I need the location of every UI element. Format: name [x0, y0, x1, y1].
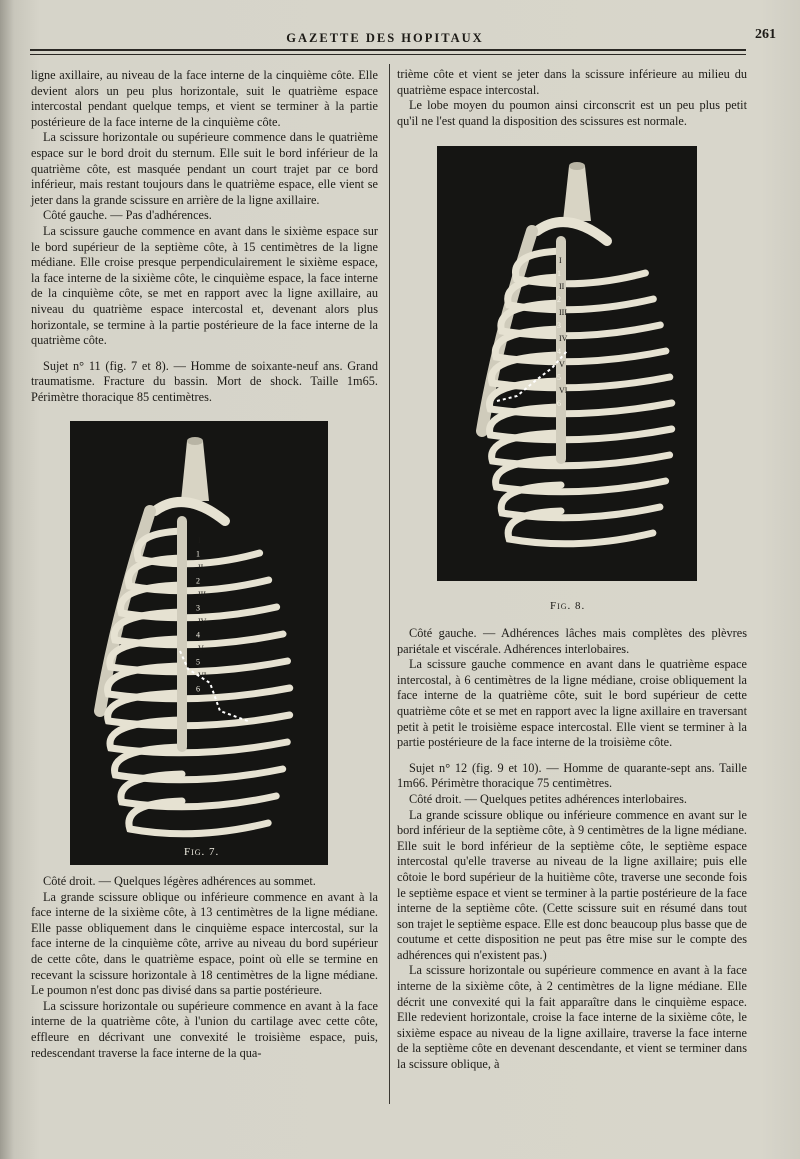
- rib-number-label: 6: [557, 399, 561, 408]
- paragraph: ligne axillaire, au niveau de la face interne de la cinquième côte. Elle devient alors un peu plus horizontale, suit le quatrième espace intercostal pendant quelque temps, et vient se terminer à la partie postérieure de la face interne de la cinquième côte.: [31, 68, 378, 129]
- trachea: [563, 166, 591, 221]
- rib-number-label: VI: [198, 671, 207, 680]
- rib-number-label: 3: [557, 321, 561, 330]
- left-column-bottom: [31, 874, 378, 1061]
- rib-number-label: 1: [557, 269, 561, 278]
- rib-number-label: 4: [557, 347, 561, 356]
- rib-number-label: 2: [196, 576, 200, 586]
- rib-number-label: III: [559, 308, 567, 317]
- rib-number-label: 2: [557, 295, 561, 304]
- figure-8-caption: Fig. 8.: [550, 600, 586, 612]
- trachea: [181, 441, 209, 501]
- clavicle: [155, 502, 225, 521]
- subject-heading: Sujet n° 11 (fig. 7 et 8). — Homme de soixante-neuf ans. Grand traumatisme. Fracture du bassin. Mort de shock. Taille 1m65. Périmètre thoracique 85 centimètres.: [31, 358, 378, 404]
- thorax-illustration: [437, 146, 697, 581]
- rib-number-label: 3: [196, 603, 200, 613]
- paragraph: Côté droit. — Quelques légères adhérences au sommet.: [43, 874, 316, 888]
- figure-8-thorax: [437, 146, 697, 581]
- paragraph: Côté gauche. — Adhérences lâches mais complètes des plèvres pariétale et viscérale. Adhérences interlobaires.: [397, 626, 747, 656]
- trachea-opening: [569, 162, 585, 170]
- paragraph: La scissure horizontale ou supérieure commence dans le quatrième espace sur le bord droit du sternum. Elle suit le bord inférieur de la quatrième côte, est masquée pendant un court trajet par ce bord inférieur, mais restant toujours dans le quatrième espace, elle vient se jeter dans la grande scissure en arrière de la ligne axillaire.: [31, 130, 378, 207]
- trachea-opening: [187, 437, 203, 445]
- rib-number-label: V: [559, 360, 565, 369]
- rib-number-label: I: [198, 536, 201, 545]
- paragraph: La scissure gauche commence en avant dans le sixième espace sur le bord supérieur de la septième côte, à 15 centimètres de la ligne médiane. Elle croise presque perpendiculairement le sixième espace, la face interne de la sixième côte, le cinquième espace, la face interne de la cinquième côte, se met en rapport avec la ligne axillaire, au niveau du quatrième espace intercostal et, devenant alors plus horizontale, se termine à la partie postérieure de la face interne de la quatrième côte.: [31, 223, 378, 348]
- rib-number-label: III: [198, 590, 206, 599]
- thorax-illustration: [70, 421, 328, 865]
- column-divider: [389, 64, 390, 1104]
- subject-heading: Sujet n° 12 (fig. 9 et 10). — Homme de quarante-sept ans. Taille 1m66. Périmètre thoracique 75 centimètres.: [397, 760, 747, 791]
- journal-title: GAZETTE DES HOPITAUX: [286, 31, 484, 45]
- rib-number-label: II: [559, 282, 565, 291]
- page-number: 261: [755, 27, 776, 42]
- rib-number-label: 6: [196, 684, 200, 694]
- rib-number-label: 5: [196, 657, 200, 667]
- fissure-line: [180, 651, 248, 721]
- rib-number-label: V: [198, 644, 204, 653]
- figure-7-thorax: [70, 421, 328, 865]
- rib-number-label: VI: [559, 386, 568, 395]
- header-rule: [30, 49, 746, 51]
- right-column-top: [397, 67, 747, 129]
- rib-number-label: II: [198, 563, 204, 572]
- figure-7-caption: Fig. 7.: [184, 846, 220, 858]
- paragraph: La scissure horizontale ou supérieure commence en avant à la face interne de la sixième côte, à 2 centimètres de la ligne médiane. Elle décrit une convexité qui la fait apparaître dans le cinquième espace. Elle redevient horizontale, croise la face interne de la sixième côte, le sixième espace au niveau de la ligne axillaire, traverse la face interne de la septième côte en devenant descendante, et vient se terminer dans la scissure oblique, à: [397, 963, 747, 1072]
- rib-number-label: IV: [198, 617, 207, 626]
- rib-number-label: 5: [557, 373, 561, 382]
- paragraph: Côté gauche. — Pas d'adhérences.: [43, 208, 212, 223]
- left-column-top: [31, 68, 378, 405]
- paragraph: La grande scissure oblique ou inférieure commence en avant à la face interne de la sixième côte, à 13 centimètres de la ligne médiane. Elle passe obliquement dans le cinquième espace intercostal, sur la face interne de la cinquième côte, arrive au niveau du bord supérieur de cette côte, dans le quatrième espace, point où elle se termine en recevant la scissure horizontale à 18 centimètres de la ligne médiane. Le poumon n'est donc pas divisé dans sa partie postérieure.: [31, 889, 378, 998]
- rib-number-label: IV: [559, 334, 568, 343]
- paragraph: Côté droit. — Quelques petites adhérences interlobaires.: [409, 791, 687, 806]
- paragraph: Le lobe moyen du poumon ainsi circonscrit est un peu plus petit qu'il ne l'est quand la disposition des scissures est normale.: [397, 98, 747, 128]
- clavicle: [537, 222, 607, 241]
- rib-number-label: 1: [196, 549, 200, 559]
- header-rule-thin: [30, 54, 746, 55]
- right-column-bottom: [397, 626, 747, 1073]
- rib-number-label: 4: [196, 630, 200, 640]
- paragraph: trième côte et vient se jeter dans la scissure inférieure au milieu du quatrième espace intercostal.: [397, 67, 747, 97]
- paragraph: La grande scissure oblique ou inférieure commence en avant sur le bord inférieur de la septième côte, à 9 centimètres de la ligne médiane. Elle suit le bord inférieur de la septième côte, le septième espace intercostal qu'elle traverse au niveau de la ligne axillaire; puis elle côtoie le bord supérieur de la huitième côte, traverse une seconde fois le septième espace et vient se terminer à la partie postérieure de la face interne de la septième côte. (Cette scissure suit en résumé dans tout son trajet le septième espace. Elle est donc beaucoup plus basse que de coutume et cette disposition ne peut pas être mise sur le compte des adhérences qui n'existent pas.): [397, 807, 747, 962]
- paragraph: La scissure horizontale ou supérieure commence en avant à la face interne de la quatrième côte, à l'union du cartilage avec cette côte, effleure en décrivant une convexité le troisième espace, puis, redescendant traverse la face interne de la qua-: [31, 998, 378, 1060]
- rib-number-label: I: [559, 256, 562, 265]
- paragraph: La scissure gauche commence en avant dans le quatrième espace intercostal, à 6 centimètres de la ligne médiane, croise obliquement la face interne de la quatrième côte, suit le bord supérieur de cette quatrième côte et se met en rapport avec la ligne axillaire en traversant petit à petit le troisième espace intercostal. Elle vient se terminer à la partie postérieure de la face interne de la troisième côte.: [397, 657, 747, 750]
